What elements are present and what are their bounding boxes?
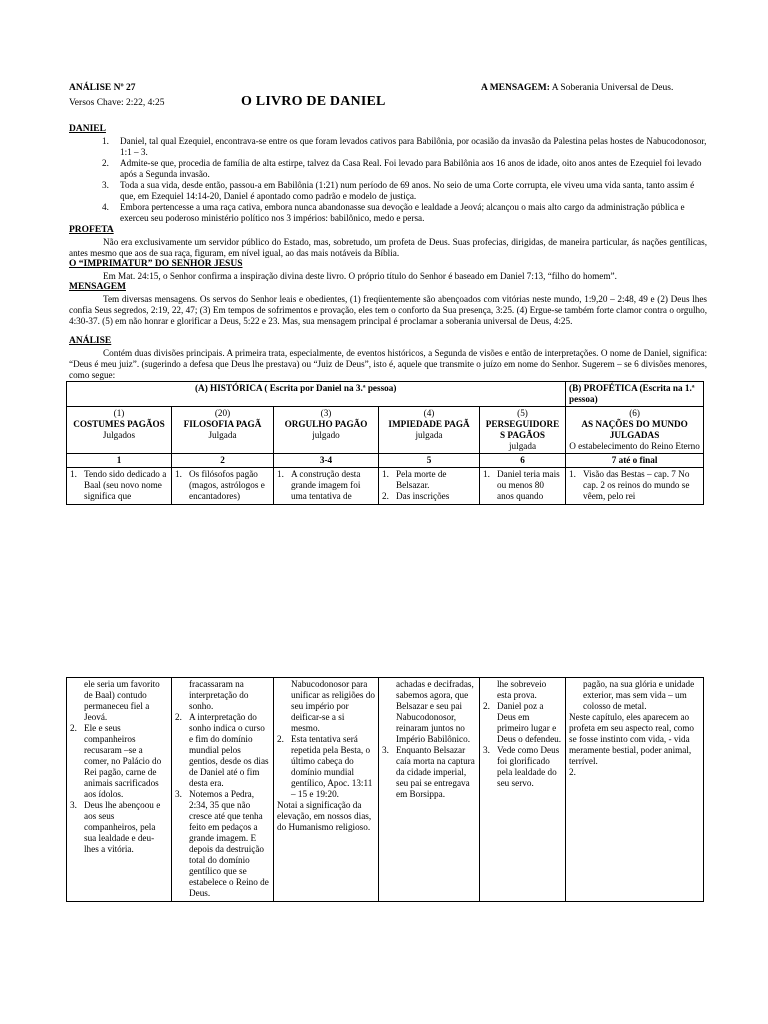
divisions-table-continuation bbox=[66, 677, 704, 902]
division-header: (4) IMPIEDADE PAGÃ julgada bbox=[379, 407, 480, 454]
table-row bbox=[67, 678, 704, 902]
section-heading-analise: ANÁLISE bbox=[69, 336, 112, 346]
chapter-cell: 2 bbox=[172, 454, 274, 468]
table-cell: 1. A construção desta grande imagem foi uma tentativa de bbox=[274, 468, 379, 505]
table-row bbox=[67, 407, 704, 454]
chapter-cell: 5 bbox=[379, 454, 480, 468]
table-cell: 1. Visão das Bestas – cap. 7 No cap. 2 os reinos do mundo se vêem, pelo rei bbox=[566, 468, 704, 505]
message-text: A Soberania Universal de Deus. bbox=[549, 83, 674, 93]
division-header: (5) PERSEGUIDORE S PAGÃOS julgada bbox=[480, 407, 566, 454]
table-cell: ele seria um favorito de Baal) contudo permaneceu fiel a Jeová. 2. Ele e seus companheiros recusaram –se a comer, no Palácio do Rei pagão, carne de animais sacrificados aos ídolos. 3. Deus lhe abençoou e aos seus companheiros, pela sua lealdade e deu-lhes a vitória. bbox=[67, 678, 172, 902]
division-header: (3) ORGULHO PAGÃO julgado bbox=[274, 407, 379, 454]
table-cell: fracassaram na interpretação do sonho. 2. A interpretação do sonho indica o curso e fim do domínio mundial pelos gentios, desde os dias de Daniel até o fim desta era. 3. Notemos a Pedra, 2:34, 35 que não cresce até que tenha feito em pedaços a grande imagem. E depois da destruição total do domínio gentílico que se estabelece o Reino de Deus. bbox=[172, 678, 274, 902]
division-header: (1) COSTUMES PAGÃOS Julgados bbox=[67, 407, 172, 454]
table-cell: 1. Os filósofos pagão (magos, astrólogos e encantadores) bbox=[172, 468, 274, 505]
table-cell: lhe sobreveio esta prova. 2. Daniel poz a Deus em primeiro lugar e Deus o defendeu. 3. Vede como Deus foi glorificado pela lealdade do seu servo. bbox=[480, 678, 566, 902]
list-item: 1. Daniel, tal qual Ezequiel, encontrava-se entre os que foram levados cativos para Babilônia, por ocasião da invasão da Palestina pelas hostes de Nabucodonosor, 1:1 – 3. bbox=[102, 136, 707, 157]
table-row bbox=[67, 468, 704, 505]
analysis-number: ANÁLISE Nº 27 bbox=[69, 83, 136, 93]
table-row bbox=[67, 382, 704, 407]
list-item: 4. Embora pertencesse a uma raça cativa, embora nunca abandonasse sua devoção e lealdade a Jeová; alcançou o mais alto cargo da administração pública e exerceu seu poderoso ministério político nos 3 impérios: babilônico, medo e persa. bbox=[102, 202, 685, 223]
key-verses: Versos Chave: 2:22, 4:25 bbox=[69, 98, 165, 108]
table-cell: achadas e decifradas, sabemos agora, que Belsazar e seu pai Nabucodonosor, reinaram juntos no Império Babilônico. 3. Enquanto Belsazar caía morta na captura da cidade imperial, seu pai se entregava em Borsippa. bbox=[379, 678, 480, 902]
division-header: (6) AS NAÇÕES DO MUNDO JULGADAS O estabelecimento do Reino Eterno bbox=[566, 407, 704, 454]
table-cell: 1. Tendo sido dedicado a Baal (seu novo nome significa que bbox=[67, 468, 172, 505]
table-cell: Nabucodonosor para unificar as religiões do seu império por deificar-se a si mesmo. 2. Esta tentativa será repetida pela Besta, o último cabeça do domínio mundial gentílico, Apoc. 13:11 – 15 e 19:20. Notai a significação da elevação, em nossos dias, do Humanismo religioso. bbox=[274, 678, 379, 902]
chapter-cell: 7 até o final bbox=[566, 454, 704, 468]
message-label: A MENSAGEM: bbox=[481, 83, 550, 93]
table-row bbox=[67, 454, 704, 468]
divisions-table-top bbox=[66, 381, 704, 505]
group-profetica: (B) PROFÉTICA (Escrita na 1.ª pessoa) bbox=[566, 382, 704, 407]
list-item: 3. Toda a sua vida, desde então, passou-a em Babilônia (1:21) num período de 69 anos. No seio de uma Corte corrupta, ele viveu uma vida santa, tanto assim é que, em Ezequiel 14:14-20, Daniel é apontado como padrão e modelo de justiça. bbox=[102, 180, 695, 201]
list-item: 2. Admite-se que, procedia de família de alta estirpe, talvez da Casa Real. Foi levado para Babilônia aos 16 anos de idade, oito anos antes de Ezequiel foi levado após a Segunda invasão. bbox=[102, 158, 702, 179]
chapter-cell: 1 bbox=[67, 454, 172, 468]
message-line bbox=[481, 83, 673, 93]
group-historica: (A) HISTÓRICA ( Escrita por Daniel na 3.ª pessoa) bbox=[67, 382, 566, 407]
table-cell: 1. Pela morte de Belsazar. 2. Das inscrições bbox=[379, 468, 480, 505]
analise-paragraph: Contém duas divisões principais. A primeira trata, especialmente, de eventos históricos, a Segunda de visões e então de interpretações. O nome de Daniel, significa: “Deus é meu juiz”. (sugerindo a defesa que Deus lhe prestava) ou “Juiz de Deus”, isto é, aquele que transmite o juízo em nome do Senhor. Sugerem – se 6 divisões menores, como segue: bbox=[69, 348, 707, 380]
chapter-cell: 3-4 bbox=[274, 454, 379, 468]
division-header: (20) FILOSOFIA PAGÃ Julgada bbox=[172, 407, 274, 454]
daniel-list bbox=[69, 136, 709, 224]
table-cell: pagão, na sua glória e unidade exterior, mas sem vida – um colosso de metal. Neste capítulo, eles aparecem ao profeta em seu aspecto real, como se fosse instinto com vida, - vida meramente bestial, poder animal, terrível. 2. bbox=[566, 678, 704, 902]
section-heading-imprimatur: O “IMPRIMATUR” DO SENHOR JESUS bbox=[69, 259, 243, 269]
section-heading-profeta: PROFETA bbox=[69, 225, 114, 235]
section-heading-daniel: DANIEL bbox=[69, 124, 106, 134]
section-heading-mensagem: MENSAGEM bbox=[69, 282, 126, 292]
profeta-paragraph: Não era exclusivamente um servidor público do Estado, mas, sobretudo, um profeta de Deus. Suas profecias, dirigidas, de maneira particular, ás nações gentílicas, antes mesmo que aos de sua raça, figuram, em nível igual, ao das mais notáveis da Bíblia. bbox=[69, 237, 707, 258]
chapter-cell: 6 bbox=[480, 454, 566, 468]
page-title: O LIVRO DE DANIEL bbox=[241, 94, 386, 109]
imprimatur-paragraph: Em Mat. 24:15, o Senhor confirma a inspiração divina deste livro. O próprio título do Senhor é baseado em Daniel 7:13, “filho do homem”. bbox=[103, 271, 617, 281]
table-cell: 1. Daniel teria mais ou menos 80 anos quando bbox=[480, 468, 566, 505]
mensagem-paragraph: Tem diversas mensagens. Os servos do Senhor leais e obedientes, (1) freqüentemente são abençoados com vitórias neste mundo, 1:9,20 – 2:48, 49 e (2) Deus lhes confia Seus segredos, 2:19, 22, 47; (3) Em tempos de sofrimentos e provação, eles tem o conforto da Sua presença, 3:25. (4) Ergue-se também forte clamor contra o orgulho, 4:30-37. (5) em não honrar e glorificar a Deus, 5:22 e 23. Mas, sua mensagem principal é proclamar a soberania universal de Deus, 4:25. bbox=[69, 294, 707, 326]
